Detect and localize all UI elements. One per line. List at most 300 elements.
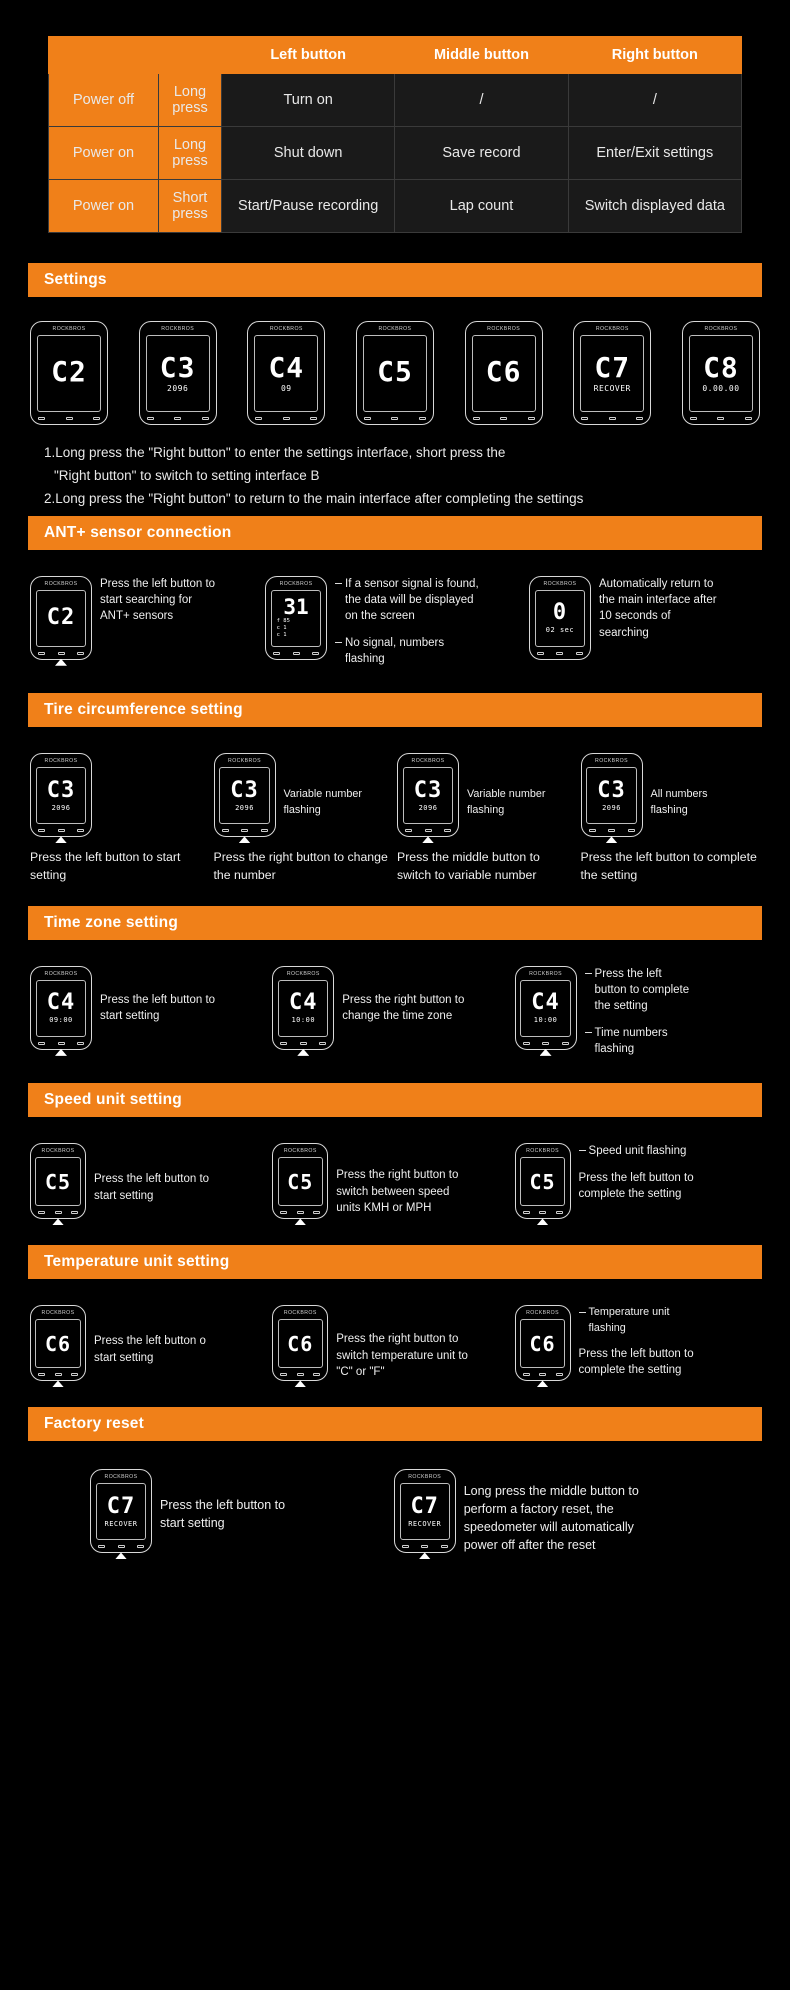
device-brand-label: ROCKBROS	[526, 1310, 559, 1317]
middle-button[interactable]	[293, 652, 300, 655]
device-code: C4	[531, 990, 560, 1016]
middle-button[interactable]	[539, 1373, 546, 1376]
device-code: C3	[413, 777, 443, 803]
device-code: C6	[529, 1331, 556, 1356]
left-button[interactable]	[473, 417, 480, 420]
row-state: Power on	[49, 127, 159, 180]
device-c2	[30, 321, 108, 425]
device-brand-label: ROCKBROS	[487, 326, 521, 332]
middle-button[interactable]	[500, 417, 507, 420]
left-button[interactable]	[255, 417, 262, 420]
right-button[interactable]	[745, 417, 752, 420]
middle-button[interactable]	[391, 417, 398, 420]
middle-button[interactable]	[539, 1211, 546, 1214]
device-temp-3	[515, 1305, 571, 1381]
speed-unit-step-2-caption: Press the right button to switch between speed units KMH or MPH	[336, 1169, 459, 1215]
middle-button[interactable]	[556, 652, 563, 655]
temperature-unit-row	[0, 1279, 790, 1387]
right-button[interactable]	[261, 829, 268, 832]
section-title-timezone: Time zone setting	[28, 906, 762, 940]
left-button-pointer-icon	[55, 1049, 67, 1056]
header-middle-button: Middle button	[395, 37, 568, 74]
device-button-row	[273, 1042, 333, 1049]
device-code: C7	[106, 1493, 136, 1519]
device-screen	[36, 590, 86, 647]
middle-button[interactable]	[58, 652, 65, 655]
left-button[interactable]	[38, 829, 45, 832]
device-screen	[35, 1157, 80, 1206]
device-button-row	[574, 417, 650, 424]
device-button-row	[395, 1545, 455, 1552]
sensor-value: 31	[283, 594, 309, 619]
device-button-row	[31, 652, 91, 659]
tire-captions-row	[0, 843, 790, 891]
middle-button[interactable]	[174, 417, 181, 420]
right-button-pointer-icon	[294, 1380, 306, 1387]
factory-reset-step-2-caption: Long press the middle button to perform a factory reset, the speedometer will automatically power off after the reset	[463, 1484, 639, 1552]
ant-step-3	[529, 576, 760, 668]
device-subvalue: RECOVER	[408, 1519, 442, 1528]
section-title-factory-reset: Factory reset	[28, 1407, 762, 1441]
speed-unit-step-2	[272, 1143, 510, 1219]
row-right-action: Switch displayed data	[568, 180, 741, 233]
device-brand-label: ROCKBROS	[526, 1148, 559, 1155]
device-button-row	[466, 417, 542, 424]
device-screen	[520, 980, 570, 1037]
device-subvalue: 2096	[51, 803, 71, 812]
sensor-signal-readout	[272, 594, 320, 640]
row-right-action: Enter/Exit settings	[568, 127, 741, 180]
middle-button[interactable]	[118, 1545, 125, 1548]
device-code: C4	[268, 351, 305, 384]
row-left-action: Turn on	[222, 74, 395, 127]
device-brand-label: ROCKBROS	[44, 970, 78, 977]
factory-reset-step-1-caption: Press the left button to start setting	[160, 1498, 286, 1531]
middle-button[interactable]	[421, 1545, 428, 1548]
tire-step-4-caption: Press the left button to complete the setting	[580, 850, 757, 882]
device-button-row	[31, 829, 91, 836]
ant-step-2-caption-2: No signal, numbers flashing	[335, 635, 480, 668]
device-button-row	[31, 1042, 91, 1049]
tire-step-4-lead: All numbers flashing	[650, 788, 708, 816]
device-reset-1	[90, 1469, 152, 1553]
sensor-line-1: f 85	[276, 617, 290, 624]
row-press-type: Long press	[159, 127, 222, 180]
timezone-step-3-captions	[585, 966, 697, 1058]
device-code: C4	[289, 990, 318, 1016]
left-button[interactable]	[280, 1211, 287, 1214]
left-button[interactable]	[147, 417, 154, 420]
device-code: C5	[377, 355, 413, 388]
left-button[interactable]	[38, 417, 45, 420]
settings-note-2: 2.Long press the "Right button" to return to the main interface after completing the settings	[44, 490, 584, 506]
factory-reset-row	[0, 1441, 790, 1560]
middle-button[interactable]	[58, 829, 65, 832]
device-brand-label: ROCKBROS	[104, 1474, 138, 1481]
device-screen	[689, 335, 753, 412]
device-screen	[96, 1483, 146, 1540]
right-button-pointer-icon	[297, 1049, 309, 1056]
left-button[interactable]	[581, 417, 588, 420]
device-code: C3	[159, 351, 196, 384]
right-button[interactable]	[77, 652, 84, 655]
tire-step-1	[30, 753, 210, 837]
device-brand-label: ROCKBROS	[161, 326, 195, 332]
button-function-table	[48, 36, 742, 233]
device-temp-2	[272, 1305, 328, 1381]
right-button-pointer-icon	[294, 1218, 306, 1225]
timezone-step-2-caption: Press the right button to change the time zone	[342, 993, 465, 1023]
left-button-pointer-icon	[52, 1380, 64, 1387]
left-button[interactable]	[38, 1373, 45, 1376]
ant-step-2-captions	[335, 576, 480, 668]
tire-step-3-caption: Press the middle button to switch to variable number	[397, 850, 540, 882]
device-screen	[586, 767, 636, 824]
device-screen	[271, 590, 321, 647]
left-button-pointer-icon	[537, 1380, 549, 1387]
device-brand-label: ROCKBROS	[269, 326, 303, 332]
right-button[interactable]	[71, 1211, 78, 1214]
device-button-row	[31, 1373, 85, 1380]
temperature-unit-step-2-caption: Press the right button to switch temperature unit to "C" or "F"	[336, 1333, 468, 1379]
left-button-pointer-icon	[115, 1552, 127, 1559]
right-button[interactable]	[636, 417, 643, 420]
table-row	[49, 180, 742, 233]
device-brand-label: ROCKBROS	[283, 1148, 317, 1155]
tire-step-1-caption: Press the left button to start setting	[30, 850, 181, 882]
right-button[interactable]	[310, 417, 317, 420]
left-button[interactable]	[405, 829, 412, 832]
row-left-action: Start/Pause recording	[222, 180, 395, 233]
device-ant-signal	[265, 576, 327, 660]
left-button[interactable]	[280, 1373, 287, 1376]
row-middle-action: /	[395, 74, 568, 127]
factory-reset-step-1	[90, 1469, 390, 1554]
device-button-row	[31, 1211, 85, 1218]
left-button[interactable]	[402, 1545, 409, 1548]
device-tz-3	[515, 966, 577, 1050]
middle-button[interactable]	[717, 417, 724, 420]
row-middle-action: Save record	[395, 127, 568, 180]
device-code: C2	[51, 355, 87, 388]
row-right-action: /	[568, 74, 741, 127]
left-button-pointer-icon	[55, 659, 67, 666]
sensor-line-2: c 1	[276, 625, 287, 632]
middle-button-pointer-icon	[419, 1552, 431, 1559]
device-brand-label: ROCKBROS	[52, 326, 86, 332]
device-brand-label: ROCKBROS	[41, 1310, 75, 1317]
device-button-row	[273, 1211, 327, 1218]
middle-button[interactable]	[241, 829, 248, 832]
settings-notes	[0, 431, 790, 516]
device-ant-c2	[30, 576, 92, 660]
device-screen	[535, 590, 585, 647]
device-button-row	[273, 1373, 327, 1380]
right-button[interactable]	[202, 417, 209, 420]
device-tz-2	[272, 966, 334, 1050]
device-code: 0	[552, 600, 568, 626]
device-subvalue: RECOVER	[104, 1519, 138, 1528]
table-row	[49, 127, 742, 180]
device-screen	[520, 1319, 565, 1368]
device-screen	[219, 767, 269, 824]
right-button[interactable]	[313, 1211, 320, 1214]
device-tire-4	[581, 753, 643, 837]
middle-button[interactable]	[55, 1211, 62, 1214]
device-code: C4	[46, 990, 76, 1016]
device-brand-label: ROCKBROS	[286, 970, 320, 977]
device-tire-1	[30, 753, 92, 837]
device-code: C6	[287, 1331, 314, 1356]
right-button[interactable]	[556, 1373, 563, 1376]
device-subvalue: 10:00	[533, 1016, 558, 1025]
timezone-step-2	[272, 966, 510, 1058]
timezone-step-3-lead: Time numbers flashing	[585, 1025, 697, 1058]
device-brand-label: ROCKBROS	[44, 580, 78, 587]
device-ant-timeout	[529, 576, 591, 660]
device-button-row	[266, 652, 326, 659]
right-button[interactable]	[71, 1373, 78, 1376]
middle-button[interactable]	[542, 1042, 549, 1045]
device-button-row	[357, 417, 433, 424]
device-subvalue: 09:00	[49, 1016, 73, 1025]
row-middle-action: Lap count	[395, 180, 568, 233]
device-speed-1	[30, 1143, 86, 1219]
device-brand-label: ROCKBROS	[378, 326, 412, 332]
device-code: C2	[46, 605, 76, 631]
device-brand-label: ROCKBROS	[41, 1148, 75, 1155]
left-button-pointer-icon	[55, 836, 67, 843]
left-button[interactable]	[537, 652, 544, 655]
device-button-row	[582, 829, 642, 836]
left-button[interactable]	[273, 652, 280, 655]
device-button-row	[516, 1211, 570, 1218]
tire-step-3	[397, 753, 577, 837]
device-code: C5	[529, 1169, 556, 1194]
section-title-temperature-unit: Temperature unit setting	[28, 1245, 762, 1279]
speed-unit-step-3-caption: Press the left button to complete the setting	[578, 1171, 694, 1201]
right-button[interactable]	[562, 1042, 569, 1045]
device-subvalue: 10:00	[291, 1016, 316, 1025]
left-button[interactable]	[38, 652, 45, 655]
device-button-row	[398, 829, 458, 836]
ant-row	[0, 550, 790, 674]
device-subvalue: RECOVER	[593, 384, 631, 393]
device-brand-label: ROCKBROS	[228, 758, 261, 765]
device-screen	[278, 1319, 323, 1368]
device-brand-label: ROCKBROS	[283, 1310, 317, 1317]
right-button[interactable]	[137, 1545, 144, 1548]
middle-button[interactable]	[297, 1373, 304, 1376]
header-blank-1	[49, 37, 159, 74]
timezone-row	[0, 940, 790, 1064]
device-screen	[35, 1319, 80, 1368]
device-button-row	[31, 417, 107, 424]
middle-button-pointer-icon	[422, 836, 434, 843]
device-subvalue: 0.00.00	[702, 384, 740, 393]
device-c7	[573, 321, 651, 425]
device-screen	[278, 980, 328, 1037]
device-code: C7	[410, 1493, 439, 1519]
device-code: C5	[44, 1169, 72, 1194]
right-button[interactable]	[313, 1373, 320, 1376]
row-press-type: Long press	[159, 74, 222, 127]
header-left-button: Left button	[222, 37, 395, 74]
device-code: C8	[703, 351, 739, 384]
right-button[interactable]	[528, 417, 535, 420]
device-screen	[580, 335, 644, 412]
middle-button[interactable]	[66, 417, 73, 420]
device-code: C6	[44, 1331, 72, 1356]
left-button[interactable]	[38, 1042, 45, 1045]
middle-button[interactable]	[608, 829, 615, 832]
device-button-row	[516, 1042, 576, 1049]
temperature-unit-step-2	[272, 1305, 510, 1381]
middle-button[interactable]	[609, 417, 616, 420]
device-brand-label: ROCKBROS	[595, 758, 628, 765]
speed-unit-step-1-caption: Press the left button to start setting	[94, 1173, 210, 1202]
right-button[interactable]	[77, 1042, 84, 1045]
temperature-unit-step-3-lead: Temperature unit flashing	[579, 1305, 699, 1335]
device-button-row	[140, 417, 216, 424]
timezone-step-1-caption: Press the left button to start setting	[100, 993, 216, 1023]
table-header-row	[49, 37, 742, 74]
device-temp-1	[30, 1305, 86, 1381]
left-button[interactable]	[523, 1211, 530, 1214]
left-button-pointer-icon	[540, 1049, 552, 1056]
device-brand-label: ROCKBROS	[44, 758, 78, 765]
device-screen	[403, 767, 453, 824]
right-button[interactable]	[312, 652, 319, 655]
left-button-pointer-icon	[537, 1218, 549, 1225]
speed-unit-step-1	[30, 1143, 268, 1219]
tire-step-2-caption: Press the right button to change the number	[213, 850, 388, 882]
settings-note-1b: "Right button" to switch to setting interface B	[54, 467, 320, 483]
device-code: C7	[594, 351, 631, 384]
section-title-ant: ANT+ sensor connection	[28, 516, 762, 550]
device-screen	[146, 335, 210, 412]
table-row	[49, 74, 742, 127]
device-screen	[472, 335, 536, 412]
temperature-unit-step-3	[515, 1305, 760, 1381]
tire-row	[0, 727, 790, 843]
right-button[interactable]	[576, 652, 583, 655]
device-brand-label: ROCKBROS	[704, 326, 738, 332]
temperature-unit-step-1-caption: Press the left button o start setting	[94, 1335, 206, 1364]
timezone-step-3-caption: Press the left button to complete the setting	[585, 966, 697, 1015]
device-subvalue: 2096	[418, 803, 438, 812]
ant-step-2-caption-1: If a sensor signal is found, the data will be displayed on the screen	[335, 576, 480, 625]
right-button-pointer-icon	[239, 836, 251, 843]
device-button-row	[683, 417, 759, 424]
device-screen	[36, 980, 86, 1037]
device-screen	[37, 335, 101, 412]
temperature-unit-step-3-caption: Press the left button to complete the setting	[578, 1347, 694, 1376]
left-button[interactable]	[523, 1042, 530, 1045]
device-button-row	[530, 652, 590, 659]
section-title-speed-unit: Speed unit setting	[28, 1083, 762, 1117]
device-subvalue: 2096	[235, 803, 254, 812]
right-button[interactable]	[319, 1042, 326, 1045]
left-button[interactable]	[38, 1211, 45, 1214]
device-code: C5	[287, 1169, 314, 1194]
left-button[interactable]	[98, 1545, 105, 1548]
left-button[interactable]	[589, 829, 596, 832]
device-brand-label: ROCKBROS	[529, 970, 562, 977]
right-button[interactable]	[556, 1211, 563, 1214]
sensor-line-3: c 1	[276, 632, 287, 639]
section-title-tire: Tire circumference setting	[28, 693, 762, 727]
right-button[interactable]	[419, 417, 426, 420]
device-subvalue: 09	[280, 384, 292, 393]
row-press-type: Short press	[159, 180, 222, 233]
device-screen	[36, 767, 86, 824]
factory-reset-step-2	[394, 1469, 760, 1554]
speed-unit-step-3-captions	[579, 1143, 697, 1202]
row-state: Power off	[49, 74, 159, 127]
settings-note-1: 1.Long press the "Right button" to enter the settings interface, short press the	[44, 445, 506, 460]
device-tz-1	[30, 966, 92, 1050]
device-subvalue: 02 sec	[545, 626, 575, 635]
tire-step-3-lead: Variable number flashing	[467, 788, 546, 816]
device-code: C3	[46, 777, 76, 803]
speed-unit-row	[0, 1117, 790, 1225]
right-button[interactable]	[93, 417, 100, 420]
device-subvalue: 2096	[167, 384, 189, 393]
ant-step-1-caption: Press the left button to start searching for ANT+ sensors	[100, 577, 216, 623]
device-c3	[139, 321, 217, 425]
device-reset-2	[394, 1469, 456, 1553]
device-button-row	[91, 1545, 151, 1552]
ant-step-2	[265, 576, 525, 668]
device-code: C6	[485, 355, 522, 388]
row-state: Power on	[49, 180, 159, 233]
device-screen	[254, 335, 318, 412]
device-brand-label: ROCKBROS	[279, 580, 313, 587]
temperature-unit-step-3-captions	[579, 1305, 699, 1378]
right-button[interactable]	[444, 829, 451, 832]
middle-button[interactable]	[300, 1042, 307, 1045]
middle-button[interactable]	[283, 417, 290, 420]
middle-button[interactable]	[297, 1211, 304, 1214]
left-button[interactable]	[523, 1373, 530, 1376]
right-button[interactable]	[77, 829, 84, 832]
left-button[interactable]	[690, 417, 697, 420]
middle-button[interactable]	[58, 1042, 65, 1045]
row-left-action: Shut down	[222, 127, 395, 180]
device-button-row	[215, 829, 275, 836]
timezone-step-3	[515, 966, 760, 1058]
right-button[interactable]	[441, 1545, 448, 1548]
device-c5	[356, 321, 434, 425]
device-code: C3	[597, 777, 626, 803]
middle-button[interactable]	[55, 1373, 62, 1376]
left-button[interactable]	[364, 417, 371, 420]
left-button[interactable]	[222, 829, 229, 832]
right-button[interactable]	[628, 829, 635, 832]
settings-device-strip	[0, 297, 790, 431]
section-title-settings: Settings	[28, 263, 762, 297]
device-tire-3	[397, 753, 459, 837]
tire-step-2-lead: Variable number flashing	[283, 788, 362, 816]
device-code: C3	[230, 777, 259, 803]
middle-button[interactable]	[425, 829, 432, 832]
ant-step-3-caption: Automatically return to the main interface after 10 seconds of searching	[598, 577, 717, 639]
left-button[interactable]	[280, 1042, 287, 1045]
left-button-pointer-icon	[606, 836, 618, 843]
device-c8	[682, 321, 760, 425]
device-brand-label: ROCKBROS	[543, 580, 577, 587]
